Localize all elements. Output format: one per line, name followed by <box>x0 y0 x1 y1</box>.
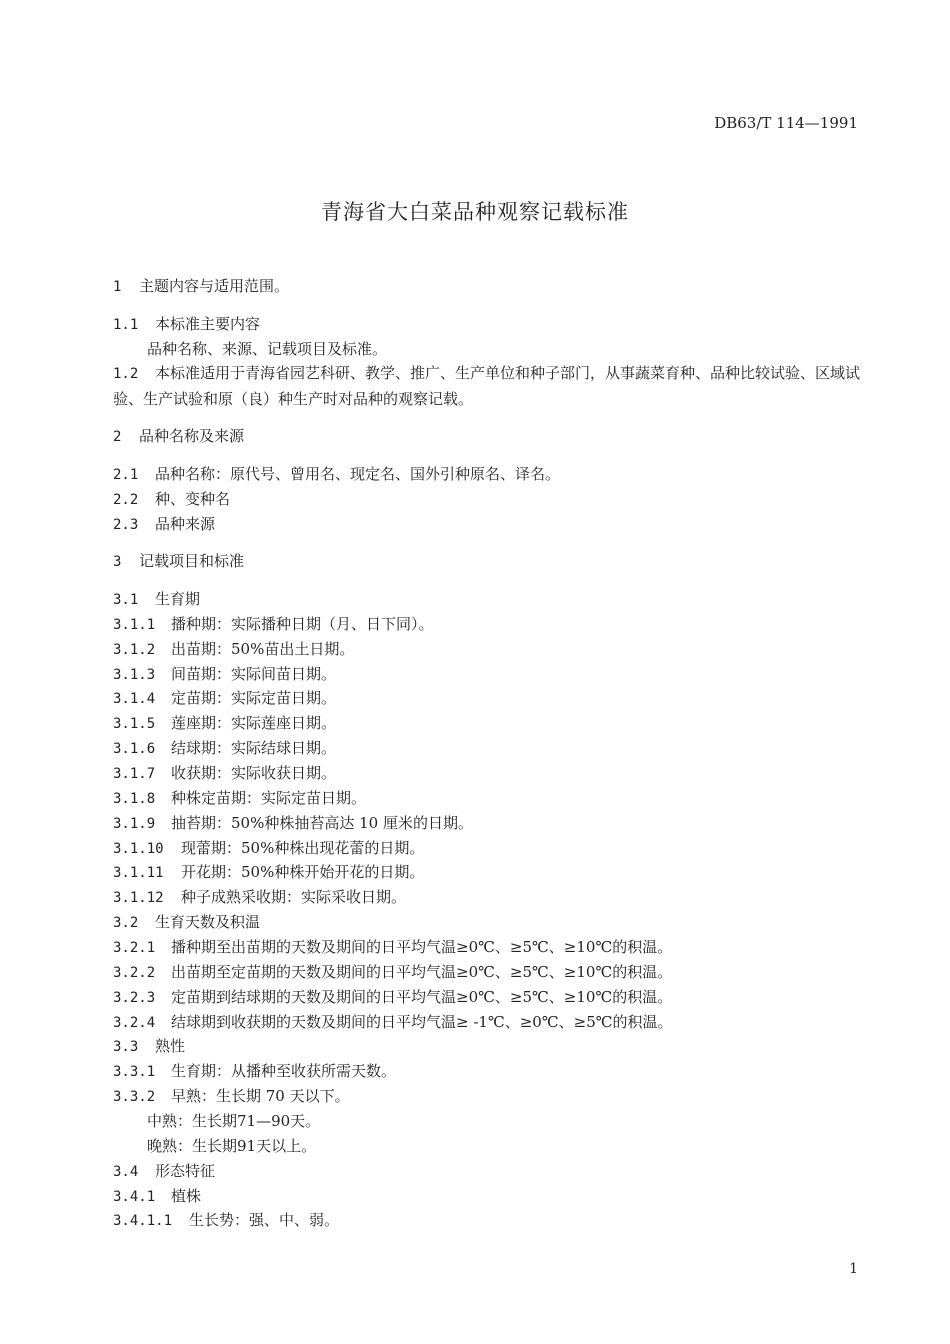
paragraph-line: 品种名称、来源、记载项目及标准。 <box>147 340 388 358</box>
section-2-1: 2.1 品种名称：原代号、曾用名、现定名、国外引种原名、译名。 <box>113 465 561 483</box>
section-3-3: 3.3 熟性 <box>113 1037 186 1055</box>
section-3-2-4: 3.2.4 结球期到收获期的天数及期间的日平均气温≥ -1℃、≥0℃、≥5℃的积温。 <box>113 1013 673 1031</box>
section-3-1-6: 3.1.6 结球期：实际结球日期。 <box>113 739 337 757</box>
section-3-1-2: 3.1.2 出苗期：50%苗出土日期。 <box>113 640 355 658</box>
section-1-2: 1.2 本标准适用于青海省园艺科研、教学、推广、生产单位和种子部门，从事蔬菜育种、品种比较试验、区域试验、生产试验和原（良）种生产时对品种的观察记载。 <box>113 364 861 408</box>
section-2: 2 品种名称及来源 <box>113 427 245 445</box>
paragraph-line: 晚熟：生长期91天以上。 <box>147 1137 317 1155</box>
section-3-1-5: 3.1.5 莲座期：实际莲座日期。 <box>113 714 337 732</box>
page-number: 1 <box>849 1261 858 1277</box>
document-code: DB63/T 114—1991 <box>714 114 858 132</box>
section-3-2-3: 3.2.3 定苗期到结球期的天数及期间的日平均气温≥0℃、≥5℃、≥10℃的积温。 <box>113 988 673 1006</box>
section-3-1-8: 3.1.8 种株定苗期：实际定苗日期。 <box>113 789 367 807</box>
section-3-1-10: 3.1.10 现蕾期：50%种株出现花蕾的日期。 <box>113 839 425 857</box>
section-3: 3 记载项目和标准 <box>113 552 245 570</box>
section-2-3: 2.3 品种来源 <box>113 515 216 533</box>
section-3-4-1: 3.4.1 植株 <box>113 1187 202 1205</box>
section-3-1-7: 3.1.7 收获期：实际收获日期。 <box>113 764 337 782</box>
section-1: 1 主题内容与适用范围。 <box>113 277 290 295</box>
section-2-2: 2.2 种、变种名 <box>113 490 231 508</box>
section-3-3-1: 3.3.1 生育期：从播种至收获所需天数。 <box>113 1062 397 1080</box>
section-3-4: 3.4 形态特征 <box>113 1162 216 1180</box>
section-3-1-12: 3.1.12 种子成熟采收期：实际采收日期。 <box>113 888 407 906</box>
section-3-1-1: 3.1.1 播种期：实际播种日期（月、日下同）。 <box>113 615 434 633</box>
section-3-3-2: 3.3.2 早熟：生长期 70 天以下。 <box>113 1087 350 1105</box>
section-3-1-3: 3.1.3 间苗期：实际间苗日期。 <box>113 665 337 683</box>
section-3-1-11: 3.1.11 开花期：50%种株开始开花的日期。 <box>113 863 425 881</box>
section-3-2-1: 3.2.1 播种期至出苗期的天数及期间的日平均气温≥0℃、≥5℃、≥10℃的积温。 <box>113 938 673 956</box>
section-3-1-9: 3.1.9 抽苔期：50%种株抽苔高达 10 厘米的日期。 <box>113 814 473 832</box>
section-3-4-1-1: 3.4.1.1 生长势：强、中、弱。 <box>113 1211 340 1229</box>
section-1-1: 1.1 本标准主要内容 <box>113 315 261 333</box>
section-3-1-4: 3.1.4 定苗期：实际定苗日期。 <box>113 689 337 707</box>
section-3-2-2: 3.2.2 出苗期至定苗期的天数及期间的日平均气温≥0℃、≥5℃、≥10℃的积温。 <box>113 963 673 981</box>
section-3-1: 3.1 生育期 <box>113 590 201 608</box>
document-title: 青海省大白菜品种观察记载标准 <box>321 200 629 224</box>
paragraph-line: 中熟：生长期71—90天。 <box>147 1112 321 1130</box>
section-3-2: 3.2 生育天数及积温 <box>113 913 261 931</box>
